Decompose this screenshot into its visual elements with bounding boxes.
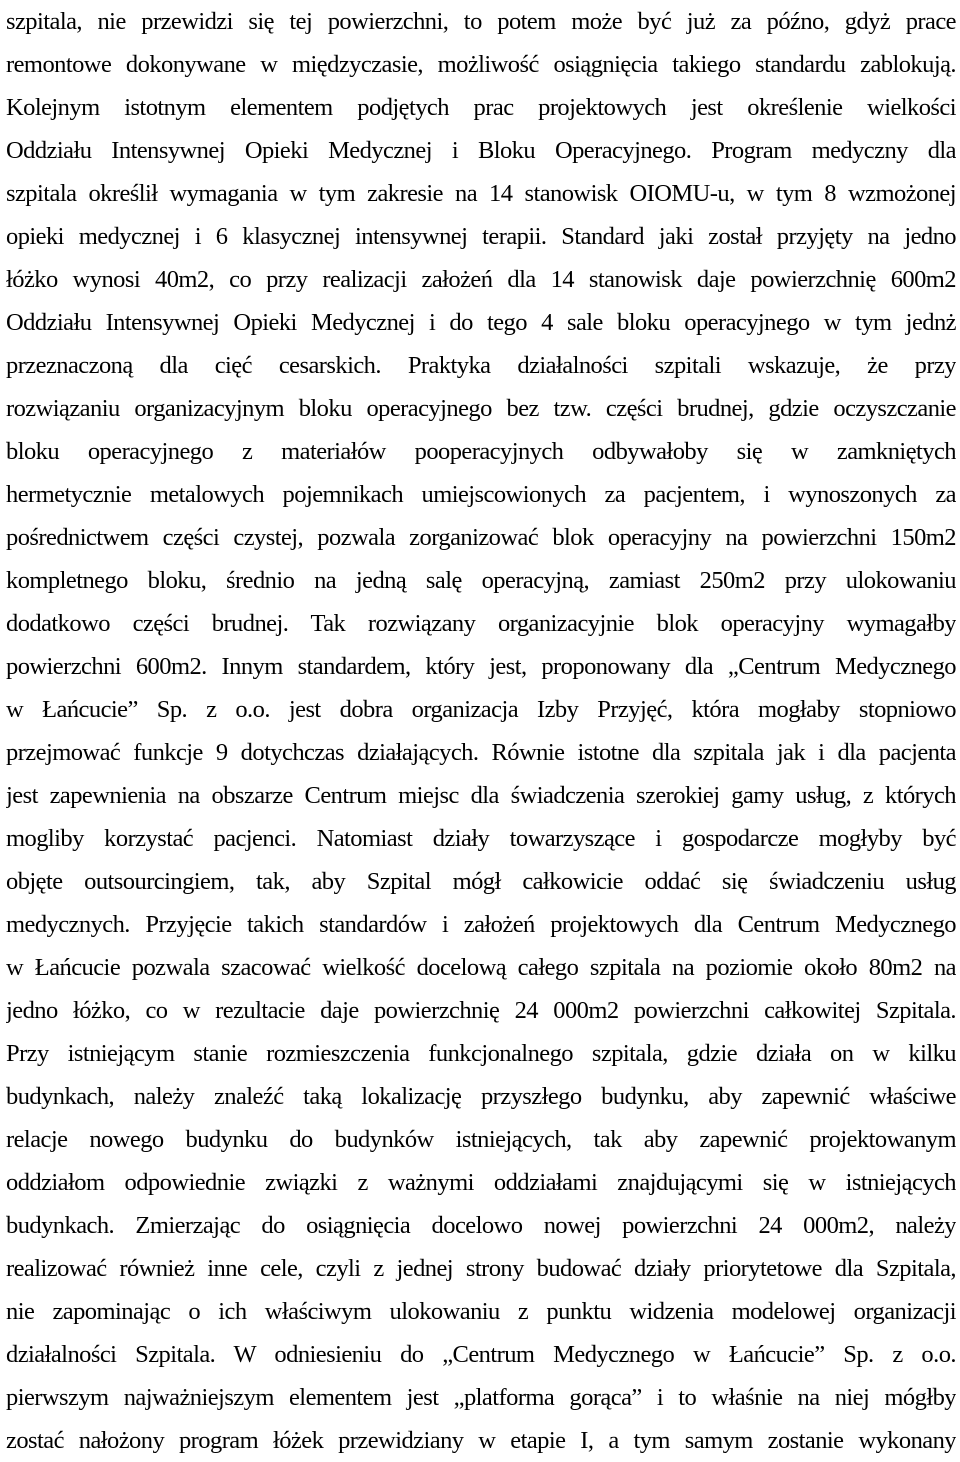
text-line-2: remontowe dokonywane w międzyczasie, możliwość osiągnięcia takiego standardu zablokują. (6, 51, 956, 78)
text-line-6: opieki medycznej i 6 klasycznej intensywnej terapii. Standard jaki został przyjęty na jedno (6, 223, 956, 250)
text-line-25: Przy istniejącym stanie rozmieszczenia funkcjonalnego szpitala, gdzie działa on w kilku (6, 1040, 956, 1067)
text-line-24: jedno łóżko, co w rezultacie daje powierzchnię 24 000m2 powierzchni całkowitej Szpitala. (6, 997, 956, 1024)
text-line-1: szpitala, nie przewidzi się tej powierzchni, to potem może być już za późno, gdyż prace (6, 8, 956, 35)
text-line-9: przeznaczoną dla cięć cesarskich. Praktyka działalności szpitali wskazuje, że przy (6, 352, 956, 379)
text-line-15: dodatkowo części brudnej. Tak rozwiązany organizacyjnie blok operacyjny wymagałby (6, 610, 956, 637)
text-line-20: mogliby korzystać pacjenci. Natomiast działy towarzyszące i gospodarcze mogłyby być (6, 825, 956, 852)
text-line-12: hermetycznie metalowych pojemnikach umiejscowionych za pacjentem, i wynoszonych za (6, 481, 956, 508)
text-line-4: Oddziału Intensywnej Opieki Medycznej i Bloku Operacyjnego. Program medyczny dla (6, 137, 956, 164)
text-line-5: szpitala określił wymagania w tym zakresie na 14 stanowisk OIOMU-u, w tym 8 wzmożonej (6, 180, 956, 207)
text-line-7: łóżko wynosi 40m2, co przy realizacji założeń dla 14 stanowisk daje powierzchnię 600m2 (6, 266, 956, 293)
text-line-19: jest zapewnienia na obszarze Centrum miejsc dla świadczenia szerokiej gamy usług, z których (6, 782, 956, 809)
text-line-8: Oddziału Intensywnej Opieki Medycznej i do tego 4 sale bloku operacyjnego w tym jednż (6, 309, 956, 336)
text-line-28: oddziałom odpowiednie związki z ważnymi oddziałami znajdującymi się w istniejących (6, 1169, 956, 1196)
text-line-22: medycznych. Przyjęcie takich standardów i założeń projektowych dla Centrum Medycznego (6, 911, 956, 938)
text-line-14: kompletnego bloku, średnio na jedną salę operacyjną, zamiast 250m2 przy ulokowaniu (6, 567, 956, 594)
text-line-23: w Łańcucie pozwala szacować wielkość docelową całego szpitala na poziomie około 80m2 na (6, 954, 956, 981)
text-line-32: działalności Szpitala. W odniesieniu do „Centrum Medycznego w Łańcucie” Sp. z o.o. (6, 1341, 956, 1368)
text-line-17: w Łańcucie” Sp. z o.o. jest dobra organizacja Izby Przyjęć, która mogłaby stopniowo (6, 696, 956, 723)
text-line-16: powierzchni 600m2. Innym standardem, który jest, proponowany dla „Centrum Medycznego (6, 653, 956, 680)
text-line-21: objęte outsourcingiem, tak, aby Szpital mógł całkowicie oddać się świadczeniu usług (6, 868, 956, 895)
text-line-26: budynkach, należy znaleźć taką lokalizację przyszłego budynku, aby zapewnić właściwe (6, 1083, 956, 1110)
text-line-11: bloku operacyjnego z materiałów pooperacyjnych odbywałoby się w zamkniętych (6, 438, 956, 465)
text-line-34: zostać nałożony program łóżek przewidziany w etapie I, a tym samym zostanie wykonany (6, 1427, 956, 1454)
document-page (6, 0, 956, 1462)
text-line-30: realizować również inne cele, czyli z jednej strony budować działy priorytetowe dla Szpitala, (6, 1255, 956, 1282)
text-line-31: nie zapominając o ich właściwym ulokowaniu z punktu widzenia modelowej organizacji (6, 1298, 956, 1325)
text-line-33: pierwszym najważniejszym elementem jest „platforma gorąca” i to właśnie na niej mógłby (6, 1384, 956, 1411)
text-line-18: przejmować funkcje 9 dotychczas działających. Równie istotne dla szpitala jak i dla pacjenta (6, 739, 956, 766)
text-line-27: relacje nowego budynku do budynków istniejących, tak aby zapewnić projektowanym (6, 1126, 956, 1153)
text-line-29: budynkach. Zmierzając do osiągnięcia docelowo nowej powierzchni 24 000m2, należy (6, 1212, 956, 1239)
text-line-10: rozwiązaniu organizacyjnym bloku operacyjnego bez tzw. części brudnej, gdzie oczyszczanie (6, 395, 956, 422)
text-line-13: pośrednictwem części czystej, pozwala zorganizować blok operacyjny na powierzchni 150m2 (6, 524, 956, 551)
text-line-3: Kolejnym istotnym elementem podjętych prac projektowych jest określenie wielkości (6, 94, 956, 121)
